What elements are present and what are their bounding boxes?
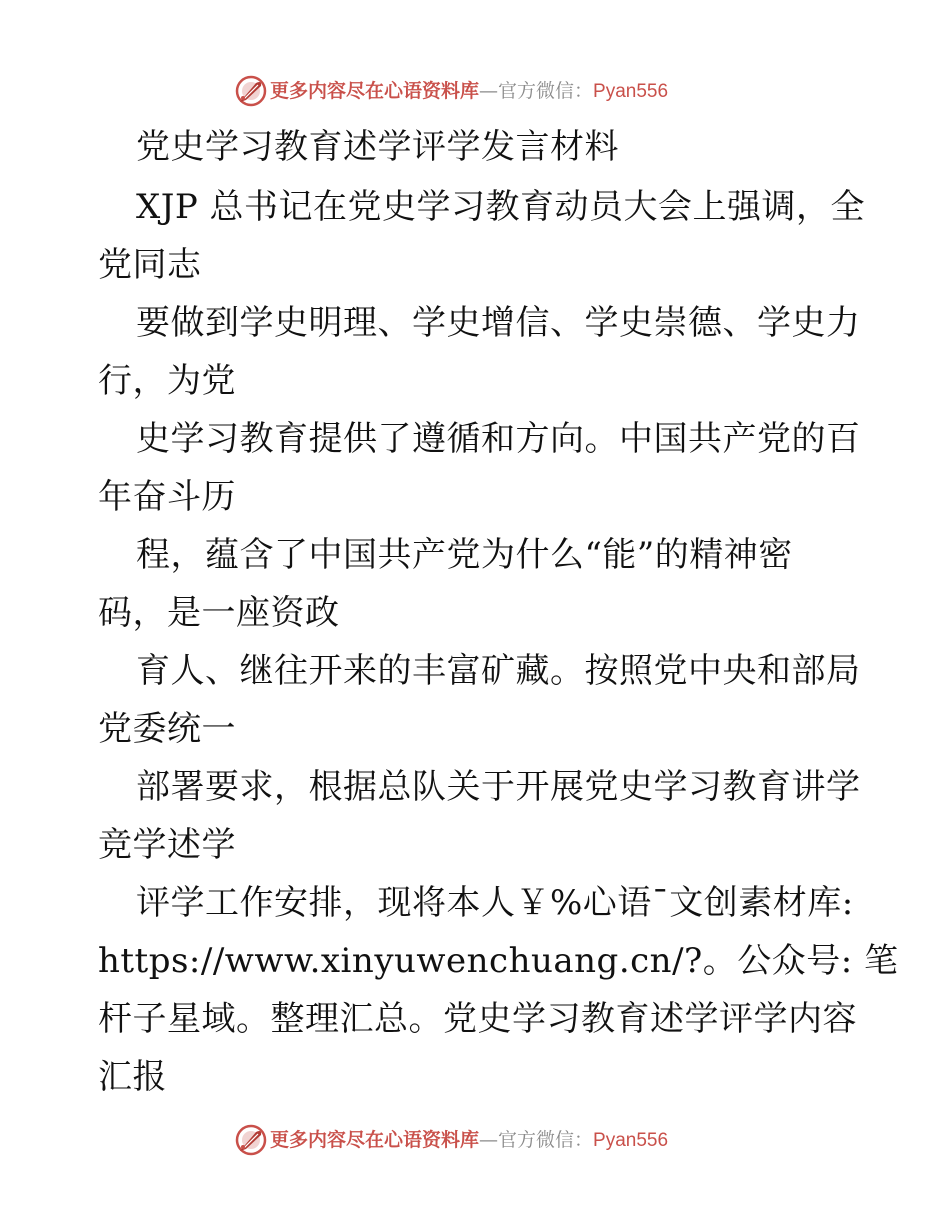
paragraph-line: 部署要求，根据总队关于开展党史学习教育讲学	[136, 767, 861, 807]
paragraph-line: 党同志	[98, 245, 202, 285]
paragraph-line: 汇报	[98, 1057, 167, 1097]
paragraph-line: 码，是一座资政	[98, 593, 340, 633]
paragraph-line: 杆子星域。整理汇总。党史学习教育述学评学内容	[98, 999, 857, 1039]
paragraph-line: 评学工作安排，现将本人￥%心语¯文创素材库:	[136, 883, 854, 923]
footer-banner	[0, 1121, 950, 1161]
banner-separator: —	[479, 1129, 499, 1151]
paragraph-line: 史学习教育提供了遵循和方向。中国共产党的百	[136, 419, 861, 459]
feather-pen-logo-icon	[234, 1123, 268, 1157]
paragraph-line: 党委统一	[98, 709, 236, 749]
paragraph-line: 年奋斗历	[98, 477, 236, 517]
banner-main-text: 更多内容尽在心语资料库	[270, 80, 480, 102]
paragraph-line: https://www.xinyuwenchuang.cn/?。公众号: 笔	[98, 941, 899, 981]
paragraph-line: 程，蕴含了中国共产党为什么“能”的精神密	[136, 535, 793, 575]
paragraph-line: 育人、继往开来的丰富矿藏。按照党中央和部局	[136, 651, 861, 691]
banner-wechat-label: 官方微信：	[498, 80, 594, 102]
banner-text	[270, 1127, 668, 1154]
document-title: 党史学习教育述学评学发言材料	[136, 127, 619, 167]
paragraph-line: 竞学述学	[98, 825, 236, 865]
banner-wechat-id: Pyan556	[593, 1130, 669, 1151]
paragraph-line: XJP 总书记在党史学习教育动员大会上强调，全	[136, 187, 866, 227]
banner-wechat-id: Pyan556	[593, 81, 669, 102]
banner-wechat-label: 官方微信：	[498, 1129, 594, 1151]
banner-separator: —	[479, 80, 499, 102]
paragraph-line: 行，为党	[98, 361, 236, 401]
paragraph-line: 要做到学史明理、学史增信、学史崇德、学史力	[136, 303, 861, 343]
banner-main-text: 更多内容尽在心语资料库	[270, 1129, 480, 1151]
